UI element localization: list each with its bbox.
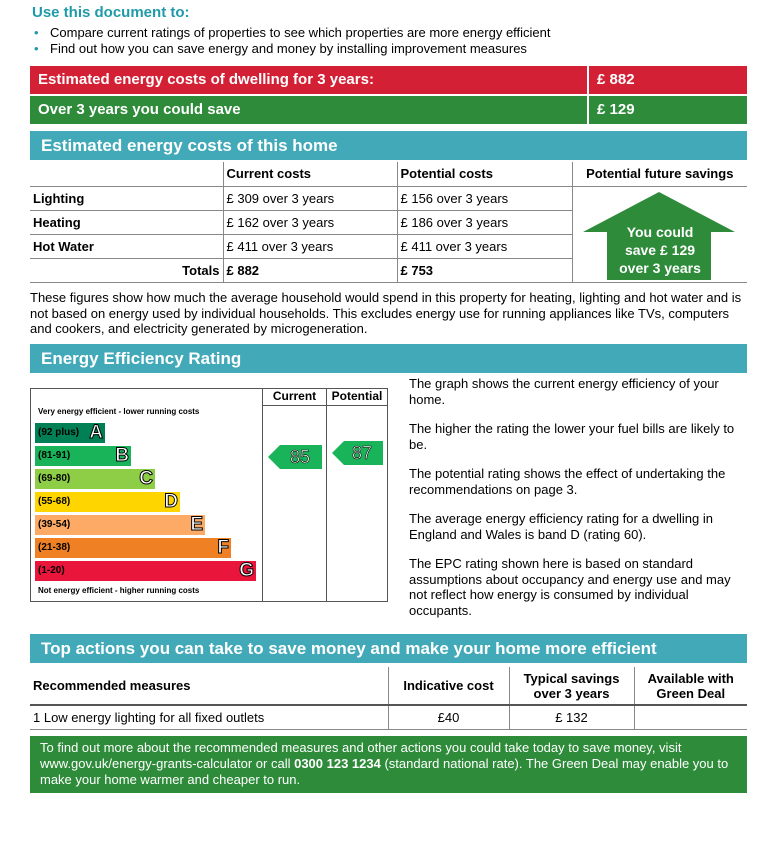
eer-band-letter: C (139, 468, 153, 489)
costs-row-label: Heating (30, 210, 223, 234)
eer-band-range: (55-68) (38, 496, 71, 507)
eer-band-range: (81-91) (38, 450, 71, 461)
footer-info: To find out more about the recommended measures and other actions you could take today to save money, visit www.gov.uk/energy-grants-calculator or call 0300 123 1234 (standard national rate). The Green Deal may enable you to make your home warmer and cheaper to run. (30, 736, 747, 793)
eer-band-letter: D (164, 491, 178, 512)
costs-total-potential: £ 753 (397, 258, 572, 282)
eer-band-range: (69-80) (38, 473, 71, 484)
intro-bullet-list (32, 25, 551, 57)
costs-col-potential: Potential costs (397, 162, 572, 186)
eer-para: The potential rating shows the effect of undertaking the recommendations on page 3. (409, 466, 726, 497)
footer-phone: 0300 123 1234 (294, 756, 381, 771)
eer-col-potential: Potential (331, 389, 383, 403)
costs-row-current: £ 309 over 3 years (223, 186, 397, 210)
eer-para: The EPC rating shown here is based on standard assumptions about occupancy and energy use and may not reflect how energy is consumed by individual occupants. (409, 556, 731, 618)
eer-band-letter: G (239, 560, 254, 581)
potential-rating-value: 87 (351, 443, 373, 463)
eer-band-range: (39-54) (38, 519, 71, 530)
eer-bottom-label: Not energy efficient - higher running costs (38, 586, 200, 595)
eer-band-g (35, 561, 256, 581)
costs-note: These figures show how much the average household would spend in this property for heating, lighting and hot water and is not based on energy used by individual households. This excludes energy use for running appliances like TVs, computers and cookers, and electricity generated by microgeneration. (30, 290, 742, 336)
costs-header-blank (30, 162, 223, 186)
eer-para: The graph shows the current energy efficiency of your home. (409, 376, 719, 407)
eer-band-f (35, 538, 231, 558)
savings-callout: You could save £ 129 over 3 years (619, 224, 701, 276)
summary-cost-value: £ 882 (589, 66, 747, 94)
actions-col-cost: Indicative cost (388, 667, 509, 705)
eer-band-range: (92 plus) (38, 427, 80, 438)
summary-save-label: Over 3 years you could save (30, 96, 587, 124)
actions-col-green-deal: Available with Green Deal (634, 667, 747, 705)
eer-band-range: (21-38) (38, 542, 71, 553)
costs-row-label: Hot Water (30, 234, 223, 258)
costs-row-potential: £ 156 over 3 years (397, 186, 572, 210)
actions-col-savings: Typical savings over 3 years (509, 667, 634, 705)
intro-bullet: • Find out how you can save energy and money by installing improvement measures (34, 41, 527, 56)
eer-band-letter: A (89, 422, 103, 443)
actions-row (30, 705, 747, 729)
costs-header-row (30, 162, 747, 186)
current-rating-value: 85 (289, 447, 311, 467)
eer-band-c (35, 469, 155, 489)
eer-band-letter: E (190, 514, 203, 535)
intro-bullet: • Compare current ratings of properties to see which properties are more energy efficient (34, 25, 551, 40)
costs-totals-label: Totals (30, 258, 223, 282)
eer-band-range: (1-20) (38, 565, 65, 576)
eer-divider (326, 388, 327, 602)
actions-col-measures: Recommended measures (30, 667, 388, 705)
summary-cost-label: Estimated energy costs of dwelling for 3 years: (30, 66, 587, 94)
actions-row-savings: £ 132 (509, 705, 634, 729)
actions-header-row (30, 667, 747, 705)
eer-divider (262, 405, 388, 406)
actions-row-green-deal (634, 705, 747, 729)
eer-band-d (35, 492, 180, 512)
costs-row-label: Lighting (30, 186, 223, 210)
costs-row-potential: £ 186 over 3 years (397, 210, 572, 234)
actions-heading: Top actions you can take to save money and make your home more efficient (30, 634, 747, 663)
actions-row-measure: 1 Low energy lighting for all fixed outlets (30, 705, 388, 729)
eer-para: The average energy efficiency rating for a dwelling in England and Wales is band D (rating 60). (409, 511, 713, 542)
summary-save-value: £ 129 (589, 96, 747, 124)
eer-divider (262, 388, 263, 602)
eer-top-label: Very energy efficient - lower running costs (38, 407, 200, 416)
eer-band-e (35, 515, 205, 535)
bullet-icon: • (34, 25, 39, 40)
actions-table (30, 667, 747, 730)
intro-title: Use this document to: (32, 4, 190, 21)
eer-band-letter: F (217, 537, 229, 558)
actions-row-cost: £40 (388, 705, 509, 729)
costs-col-savings: Potential future savings (572, 162, 747, 186)
costs-row-current: £ 162 over 3 years (223, 210, 397, 234)
eer-para: The higher the rating the lower your fuel bills are likely to be. (409, 421, 735, 452)
bullet-icon: • (34, 41, 39, 56)
eer-col-current: Current (272, 389, 317, 403)
costs-col-current: Current costs (223, 162, 397, 186)
costs-row-current: £ 411 over 3 years (223, 234, 397, 258)
eer-band-a (35, 423, 105, 443)
eer-heading: Energy Efficiency Rating (30, 344, 747, 373)
eer-band-letter: B (115, 445, 129, 466)
costs-heading: Estimated energy costs of this home (30, 131, 747, 160)
costs-total-current: £ 882 (223, 258, 397, 282)
costs-row-potential: £ 411 over 3 years (397, 234, 572, 258)
eer-band-b (35, 446, 131, 466)
